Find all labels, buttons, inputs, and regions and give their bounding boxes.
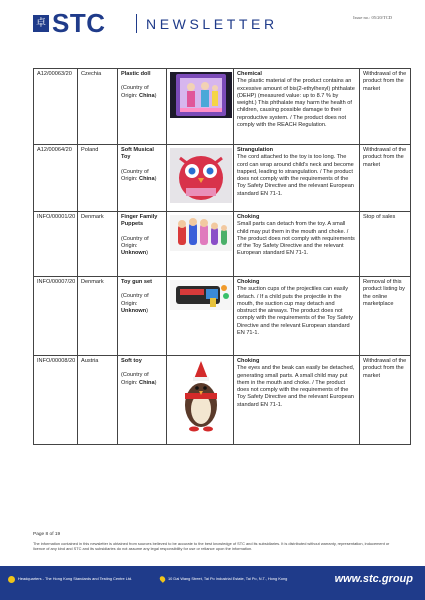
newsletter-title: NEWSLETTER <box>146 16 278 32</box>
disclaimer-text: The information contained in this newsletter is obtained from sources believed to be accurate to the best knowledge of STC and its subsidiaries. It is distributed without warranty, representation, inducement or licence of any kind and STC and its subsidiaries do not assume any legal responsibility for use or reliance upon the information. <box>33 541 390 551</box>
measure-cell: Withdrawal of the product from the market <box>360 69 411 145</box>
ref-cell: INFO/00001/20 <box>34 212 78 277</box>
product-name: Finger Family Puppets <box>121 214 158 228</box>
measure-cell: Removal of this product listing by the online marketplace <box>360 277 411 356</box>
product-cell <box>118 69 167 145</box>
product-name: Plastic doll <box>121 71 151 77</box>
country-cell: Austria <box>78 356 118 445</box>
header-divider <box>136 14 137 33</box>
country-cell: Czechia <box>78 69 118 145</box>
risk-cell <box>234 356 360 445</box>
issue-number: Issue no.: 05/20/TCD <box>353 15 392 20</box>
risk-cell <box>234 212 360 277</box>
headquarters-icon <box>8 576 15 583</box>
measure-cell: Stop of sales <box>360 212 411 277</box>
measure-cell: Withdrawal of the product from the market <box>360 356 411 445</box>
country-cell: Denmark <box>78 277 118 356</box>
ref-cell: A12/00063/20 <box>34 69 78 145</box>
photo-cell <box>167 145 234 212</box>
product-cell <box>118 356 167 445</box>
measure-cell: Withdrawal of the product from the market <box>360 145 411 212</box>
risk-type: Strangulation <box>237 147 274 153</box>
risk-type: Choking <box>237 214 260 220</box>
table-row <box>34 69 411 145</box>
finger-puppets-photo <box>170 215 232 251</box>
origin-text: (Country of Origin: Unknown) <box>121 235 149 257</box>
stc-logo-text: STC <box>52 8 106 38</box>
page-header <box>0 0 425 42</box>
country-cell: Poland <box>78 145 118 212</box>
risk-description: The suction cups of the projectiles can easily detach. / If a child puts the projectile in the mouth, the suction cup may detach and obstruct the airways. The product does not comply with the requirements of the Toy Safety Directive and the relevant European standard EN 71-1. <box>237 286 353 337</box>
table-row <box>34 145 411 212</box>
product-cell <box>118 277 167 356</box>
website-link[interactable]: www.stc.group <box>334 573 413 585</box>
photo-cell <box>167 356 234 445</box>
origin-text: (Country of Origin: China) <box>121 168 157 182</box>
page-number: Page 8 of 19 <box>33 532 61 537</box>
doll-photo <box>170 72 232 118</box>
stc-logo-mark <box>33 15 49 32</box>
risk-cell <box>234 145 360 212</box>
address-text: 10 Dai Wang Street, Tai Po Industrial Estate, Tai Po, N.T., Hong Kong <box>168 576 288 581</box>
risk-type: Choking <box>237 279 260 285</box>
product-name: Soft toy <box>121 358 142 364</box>
product-cell <box>118 145 167 212</box>
ref-cell: INFO/00008/20 <box>34 356 78 445</box>
risk-description: Small parts can detach from the toy. A small child may put them in the mouth and choke. / The product does not comply with requirements of the Toy Safety Directive and the relevant European standard EN 71-1. <box>237 221 355 257</box>
logo-mark-glyph: 卓 <box>36 18 46 29</box>
headquarters-text: Headquarters - The Hong Kong Standards and Testing Centre Ltd. <box>18 576 133 581</box>
origin-text: (Country of Origin: Unknown) <box>121 293 149 314</box>
risk-type: Choking <box>237 358 260 364</box>
risk-cell <box>234 69 360 145</box>
product-cell <box>118 212 167 277</box>
risk-type: Chemical <box>237 71 262 77</box>
product-name: Toy gun set <box>121 279 152 285</box>
location-pin-icon <box>159 575 167 583</box>
owl-toy-photo <box>170 148 232 203</box>
product-name: Soft Musical Toy <box>121 147 154 161</box>
origin-text: (Country of Origin: China) <box>121 85 157 99</box>
country-cell: Denmark <box>78 212 118 277</box>
photo-cell <box>167 277 234 356</box>
risk-cell <box>234 277 360 356</box>
photo-cell <box>167 69 234 145</box>
risk-description: The eyes and the beak can easily be detached, generating small parts. A small child may put them in the mouth and choke. / The product does not comply with the requirements of the Toy Safety Directive and the relevant European standard EN 71-1. <box>237 365 355 408</box>
ref-cell: A12/00064/20 <box>34 145 78 212</box>
ref-cell: INFO/00007/20 <box>34 277 78 356</box>
page-footer <box>0 566 425 600</box>
toy-gun-photo <box>170 280 232 310</box>
table-row <box>34 212 411 277</box>
risk-description: The cord attached to the toy is too long. The cord can wrap around child's neck and become trapped, leading to strangulation. / The product does not comply with the requirements of the Toy Safety Directive and the relevant European standard EN 71-1. <box>237 154 354 197</box>
photo-cell <box>167 212 234 277</box>
table-row <box>34 277 411 356</box>
risk-description: The plastic material of the product contains an excessive amount of bis(2-ethylhexyl) phthalate (DEHP) (measured value: up to 8.7 % by weight.) This phthalate may harm the health of children, causing possible damage to their reproductive system. / The product does not comply with the REACH Regulation. <box>237 78 355 129</box>
table-row <box>34 356 411 445</box>
penguin-toy-photo <box>170 359 232 439</box>
recall-table <box>33 68 411 445</box>
origin-text: (Country of Origin: China) <box>121 372 157 386</box>
